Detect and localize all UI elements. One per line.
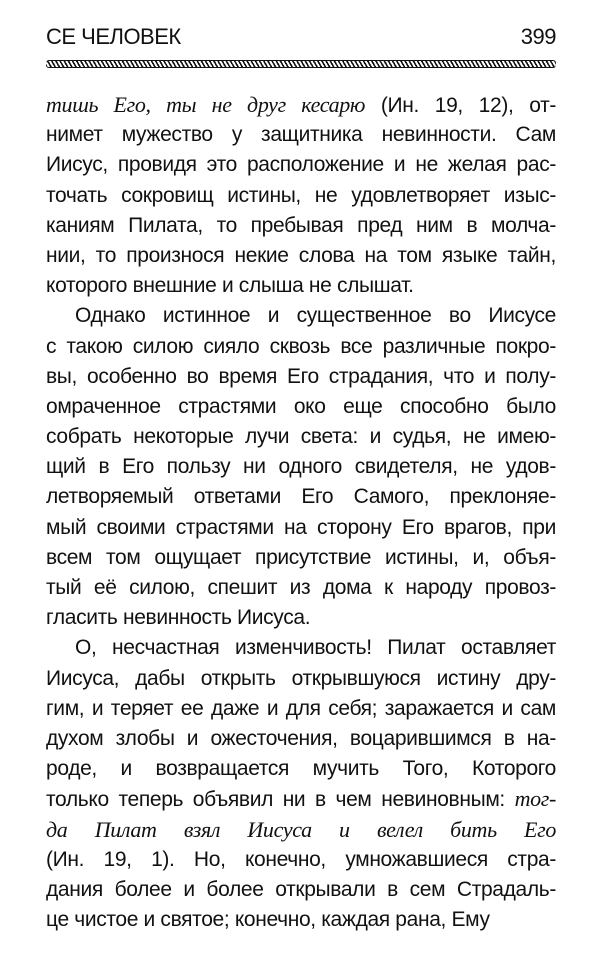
text-line	[46, 211, 556, 241]
text-line	[46, 362, 556, 392]
text-segment: летворяемый ответами Его Самого, преклоняе-	[46, 485, 556, 509]
text-line	[46, 815, 556, 845]
text-segment: (Ин. 19, 12), от-	[365, 94, 557, 117]
text-line	[46, 664, 556, 694]
italic-quote: тог-	[514, 786, 556, 812]
text-segment: вы, особенно во время Его страдания, что и полу-	[46, 364, 556, 388]
text-segment: нии, то произнося некие слова на том языке тайн,	[46, 243, 556, 267]
italic-quote: тишь Его, ты не друг кесарю	[46, 92, 366, 117]
page-number: 399	[520, 24, 556, 49]
text-segment: О, несчастная изменчивость! Пилат оставляет	[75, 636, 556, 660]
text-line	[46, 875, 556, 905]
text-line	[46, 603, 556, 633]
text-segment: це чистое и святое; конечно, каждая рана, Ему	[46, 908, 490, 932]
text-line	[46, 241, 556, 271]
text-line	[46, 543, 556, 573]
text-segment: с такою силою сияло сквозь все различные покро-	[46, 334, 556, 358]
running-header	[46, 24, 556, 54]
text-segment: мый своими страстями на сторону Его врагов, при	[46, 515, 556, 539]
text-line	[46, 633, 556, 663]
text-line	[46, 724, 556, 754]
paragraph	[46, 301, 556, 633]
text-segment: только теперь объявил ни в чем невиновным:	[46, 788, 515, 812]
text-segment: Иисуса, дабы открыть открывшуюся истину дру-	[46, 666, 556, 690]
text-line	[46, 754, 556, 784]
text-segment: нимет мужество у защитника невинности. Сам	[46, 123, 556, 147]
text-segment: гим, и теряет ее даже и для себя; заражается и сам	[46, 696, 556, 720]
text-line	[46, 905, 556, 935]
text-segment: которого внешние и слыша не слышат.	[46, 274, 414, 298]
text-segment: тый её силою, спешит из дома к народу провоз-	[46, 576, 556, 599]
text-line	[46, 301, 556, 331]
text-line	[46, 332, 556, 362]
text-line	[46, 573, 556, 603]
text-segment: Иисус, провидя это расположение и не желая рас-	[46, 153, 556, 177]
text-line	[46, 120, 556, 150]
text-segment: каниям Пилата, то пребывая пред ним в молча-	[46, 213, 556, 237]
text-line	[46, 845, 556, 875]
text-segment: Однако истинное и существенное во Иисусе	[75, 304, 556, 328]
running-title: СЕ ЧЕЛОВЕК	[46, 24, 181, 49]
paragraph	[46, 633, 556, 935]
text-segment: (Ин. 19, 1). Но, конечно, умножавшиеся стра-	[46, 847, 556, 871]
page-body-text	[46, 90, 556, 935]
text-segment: дания более и более открывали в сем Страдаль-	[46, 877, 556, 901]
text-segment: роде, и возвращается мучить Того, Которого	[46, 757, 556, 781]
text-line	[46, 271, 556, 301]
text-segment: щий в Его пользу ни одного свидетеля, не удов-	[46, 455, 556, 479]
text-segment: всем том ощущает присутствие истины, и, объя-	[46, 545, 556, 569]
text-line	[46, 513, 556, 543]
italic-quote: да Пилат взял Иисуса и велел бить Его	[46, 816, 556, 842]
text-segment: собрать некоторые лучи света: и судья, не имею-	[46, 425, 556, 449]
text-line	[46, 90, 556, 120]
text-segment: духом злобы и ожесточения, воцарившимся в на-	[46, 726, 556, 750]
text-line	[46, 392, 556, 422]
paragraph	[46, 90, 556, 301]
text-segment: точать сокровищ истины, не удовлетворяет изыс-	[46, 183, 556, 207]
text-line	[46, 150, 556, 180]
text-line	[46, 422, 556, 452]
text-line	[46, 181, 556, 211]
text-line	[46, 784, 556, 814]
text-segment: омраченное страстями око еще способно было	[46, 394, 556, 418]
text-line	[46, 452, 556, 482]
text-line	[46, 694, 556, 724]
text-line	[46, 482, 556, 512]
ornamental-rope-divider	[46, 60, 556, 68]
text-segment: гласить невинность Иисуса.	[46, 606, 311, 630]
